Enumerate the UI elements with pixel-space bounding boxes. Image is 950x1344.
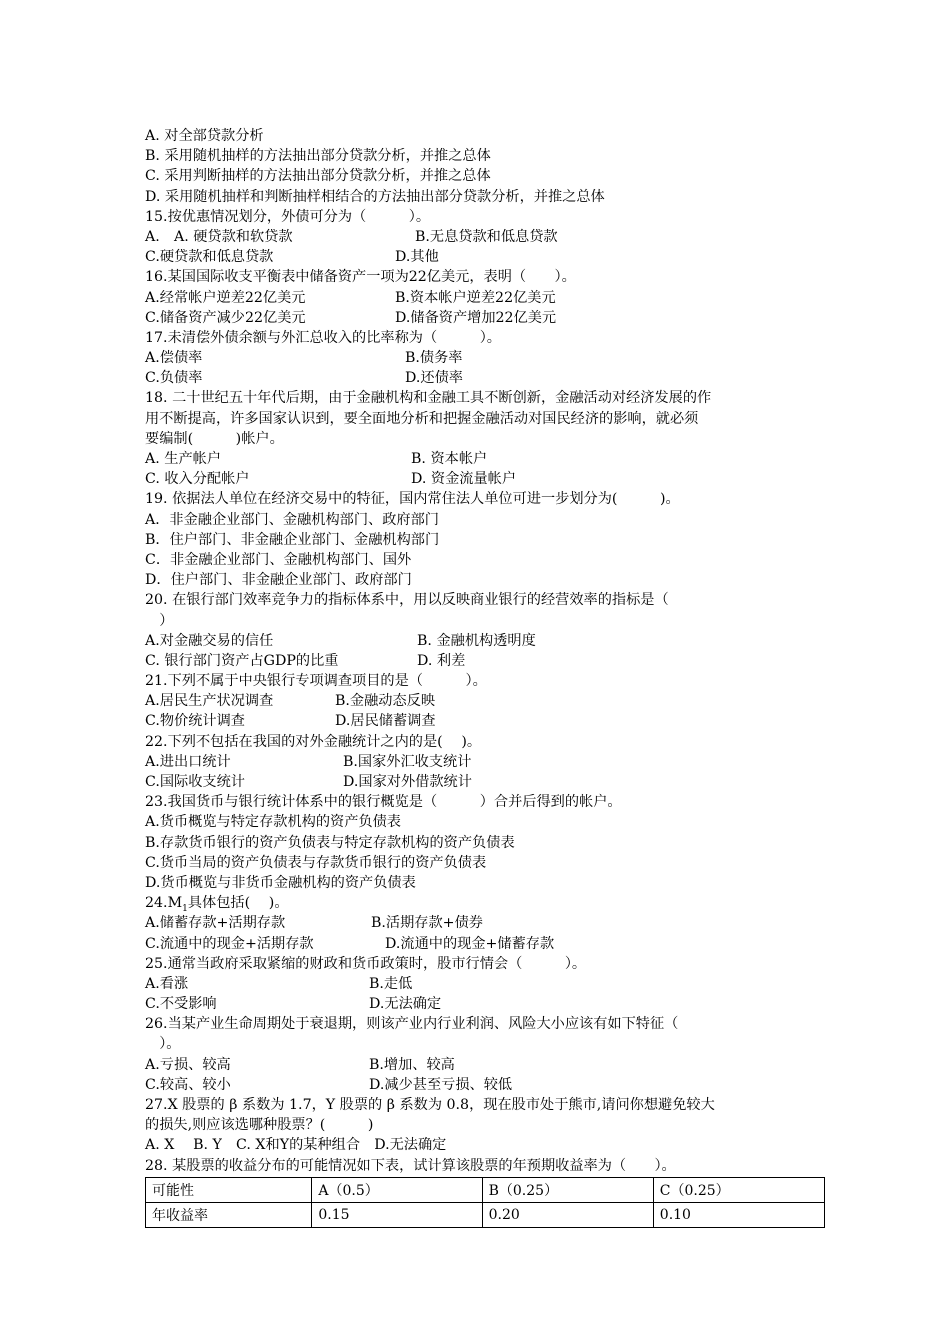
line-text: C.货币当局的资产负债表与存款货币银行的资产负债表 <box>145 854 487 871</box>
text-line <box>145 1034 825 1054</box>
option-row <box>145 1055 825 1075</box>
option-left: A.进出口统计 <box>145 753 231 770</box>
option-row <box>145 449 825 469</box>
line-text: 21.下列不属于中央银行专项调查项目的是（ ）。 <box>145 673 487 690</box>
text-line <box>145 550 825 570</box>
line-text: D．住户部门、非金融企业部门、政府部门 <box>145 572 412 589</box>
option-left: A.亏损、较高 <box>145 1056 231 1073</box>
text-line <box>145 812 825 832</box>
subscript: 1 <box>182 903 188 914</box>
line-text: 用不断提高，许多国家认识到，要全面地分析和把握金融活动对国民经济的影响，就必须 <box>145 410 699 427</box>
option-row <box>145 308 825 328</box>
option-left: C.不受影响 <box>145 996 217 1013</box>
text-line <box>145 873 825 893</box>
text-line <box>145 1095 825 1115</box>
option-row <box>145 288 825 308</box>
option-row <box>145 348 825 368</box>
line-text: B. 采用随机抽样的方法抽出部分贷款分析，并推之总体 <box>145 148 491 165</box>
option-right: B. 金融机构透明度 <box>417 632 536 649</box>
line-text: ） <box>145 612 174 629</box>
text-line <box>145 611 825 631</box>
option-right: B.无息贷款和低息贷款 <box>415 228 558 245</box>
option-left: C.国际收支统计 <box>145 774 245 790</box>
line-text: 23.我国货币与银行统计体系中的银行概览是（ ）合并后得到的帐户。 <box>145 794 622 811</box>
option-left: C.物价统计调查 <box>145 713 245 730</box>
option-row <box>145 1075 825 1095</box>
text-line <box>145 1156 825 1176</box>
text-line <box>145 429 825 449</box>
option-right: D.居民储蓄调查 <box>335 713 436 730</box>
option-right: D.储备资产增加22亿美元 <box>395 309 557 326</box>
option-left: A.看涨 <box>145 975 189 992</box>
option-row <box>145 227 825 247</box>
option-right: B.债务率 <box>405 350 463 367</box>
line-text: 25.通常当政府采取紧缩的财政和货币政策时，股市行情会（ ）。 <box>145 955 587 972</box>
line-text: A．非金融企业部门、金融机构部门、政府部门 <box>145 511 439 528</box>
text-line <box>145 126 825 146</box>
option-right: B.活期存款+债券 <box>371 915 483 932</box>
option-left: C.硬贷款和低息贷款 <box>145 249 274 266</box>
text-line <box>145 187 825 207</box>
line-text: 20. 在银行部门效率竞争力的指标体系中，用以反映商业银行的经营效率的指标是（ <box>145 592 669 609</box>
line-text: C．非金融企业部门、金融机构部门、国外 <box>145 551 412 568</box>
option-right: B.国家外汇收支统计 <box>343 753 472 770</box>
text-line <box>145 833 825 853</box>
option-right: D. 资金流量帐户 <box>411 471 517 488</box>
line-text: D. 采用随机抽样和判断抽样相结合的方法抽出部分贷款分析，并推之总体 <box>145 188 605 205</box>
option-right: B.增加、较高 <box>369 1056 455 1073</box>
text-line <box>145 671 825 691</box>
line-text: D.货币概览与非货币金融机构的资产负债表 <box>145 874 416 891</box>
option-left: C.较高、较小 <box>145 1076 231 1093</box>
line-text: 19. 依据法人单位在经济交易中的特征，国内常住法人单位可进一步划分为( )。 <box>145 491 680 508</box>
option-row <box>145 651 825 671</box>
option-left: C.储备资产减少22亿美元 <box>145 309 306 326</box>
table-cell: B（0.25） <box>482 1177 653 1202</box>
option-left: A.经常帐户逆差22亿美元 <box>145 289 306 306</box>
line-text: 27.X 股票的 β 系数为 1.7，Y 股票的 β 系数为 0.8，现在股市处于熊市,请问你想避免较大 <box>145 1097 715 1113</box>
text-line <box>145 732 825 752</box>
line-text: 的损失,则应该选哪种股票？( ) <box>145 1117 374 1134</box>
line-text: 24.M <box>145 895 183 912</box>
text-line <box>145 388 825 408</box>
option-left: C.负债率 <box>145 370 203 387</box>
line-text: 要编制( )帐户。 <box>145 430 284 447</box>
table-cell: 0.10 <box>653 1202 824 1227</box>
text-line <box>145 893 825 913</box>
line-text: 16.某国国际收支平衡表中储备资产一项为22亿美元，表明（ ）。 <box>145 269 576 286</box>
text-line <box>145 489 825 509</box>
line-text: C. 采用判断抽样的方法抽出部分贷款分析，并推之总体 <box>145 168 491 185</box>
table-cell: C（0.25） <box>653 1177 824 1202</box>
option-row <box>145 994 825 1014</box>
text-line <box>145 1115 825 1135</box>
text-line <box>145 328 825 348</box>
text-line <box>145 1014 825 1034</box>
table-row <box>146 1177 825 1202</box>
option-row <box>145 772 825 792</box>
table-cell: 年收益率 <box>146 1202 312 1227</box>
option-right: B.走低 <box>369 975 413 992</box>
line-text: A. 对全部贷款分析 <box>145 128 264 144</box>
text-line <box>145 853 825 873</box>
option-right: D.国家对外借款统计 <box>343 774 472 790</box>
text-line <box>145 166 825 186</box>
line-text: A. X B. Y C. X和Y的某种组合 D.无法确定 <box>145 1137 447 1154</box>
line-text: ）。 <box>145 1036 181 1053</box>
option-row <box>145 913 825 933</box>
text-line <box>145 207 825 227</box>
option-left: A. 生产帐户 <box>145 451 222 467</box>
line-text: 22.下列不包括在我国的对外金融统计之内的是( )。 <box>145 733 482 750</box>
line-text: 17.未清偿外债余额与外汇总收入的比率称为（ ）。 <box>145 329 501 346</box>
line-text: 具体包括( )。 <box>187 895 289 912</box>
text-line <box>145 530 825 550</box>
option-right: D.流通中的现金+储蓄存款 <box>385 935 555 952</box>
option-right: D.还债率 <box>405 370 463 387</box>
option-right: D.其他 <box>395 249 439 266</box>
table-cell: 0.20 <box>482 1202 653 1227</box>
option-row <box>145 934 825 954</box>
return-distribution-table <box>145 1177 825 1228</box>
option-left: C.流通中的现金+活期存款 <box>145 935 314 952</box>
line-text: 15.按优惠情况划分，外债可分为（ ）。 <box>145 208 431 225</box>
option-row <box>145 469 825 489</box>
option-row <box>145 368 825 388</box>
option-left: A.对金融交易的信任 <box>145 632 274 649</box>
option-row <box>145 752 825 772</box>
option-row <box>145 711 825 731</box>
option-right: B.资本帐户逆差22亿美元 <box>395 289 556 306</box>
text-line <box>145 1135 825 1155</box>
line-text: B．住户部门、非金融企业部门、金融机构部门 <box>145 531 440 548</box>
option-left: C. 银行部门资产占GDP的比重 <box>145 652 339 669</box>
table-cell: A（0.5） <box>312 1177 482 1202</box>
option-left: A.居民生产状况调查 <box>145 693 274 710</box>
text-line <box>145 146 825 166</box>
option-right: D.减少甚至亏损、较低 <box>369 1076 513 1093</box>
option-right: D.无法确定 <box>369 996 442 1013</box>
table-row <box>146 1202 825 1227</box>
line-text: B.存款货币银行的资产负债表与特定存款机构的资产负债表 <box>145 834 515 851</box>
option-right: D. 利差 <box>417 652 466 669</box>
text-line <box>145 510 825 530</box>
line-text: 28. 某股票的收益分布的可能情况如下表，试计算该股票的年预期收益率为（ ）。 <box>145 1157 676 1174</box>
text-line <box>145 792 825 812</box>
option-right: B. 资本帐户 <box>411 451 488 467</box>
line-text: A.货币概览与特定存款机构的资产负债表 <box>145 814 401 831</box>
line-text: 18. 二十世纪五十年代后期，由于金融机构和金融工具不断创新，金融活动对经济发展的作 <box>145 390 712 407</box>
text-line <box>145 954 825 974</box>
option-right: B.金融动态反映 <box>335 693 436 710</box>
option-left: A.偿债率 <box>145 350 203 367</box>
option-row <box>145 631 825 651</box>
table-cell: 0.15 <box>312 1202 482 1227</box>
line-text: 26.当某产业生命周期处于衰退期，则该产业内行业利润、风险大小应该有如下特征（ <box>145 1016 679 1033</box>
text-line <box>145 409 825 429</box>
text-line <box>145 267 825 287</box>
text-line <box>145 570 825 590</box>
option-left: C. 收入分配帐户 <box>145 471 250 488</box>
option-row <box>145 974 825 994</box>
option-left: A. A. 硬贷款和软贷款 <box>145 228 293 245</box>
option-row <box>145 691 825 711</box>
option-row <box>145 247 825 267</box>
option-left: A.储蓄存款+活期存款 <box>145 915 286 932</box>
text-line <box>145 590 825 610</box>
table-cell: 可能性 <box>146 1177 312 1202</box>
question-list <box>145 126 825 1228</box>
